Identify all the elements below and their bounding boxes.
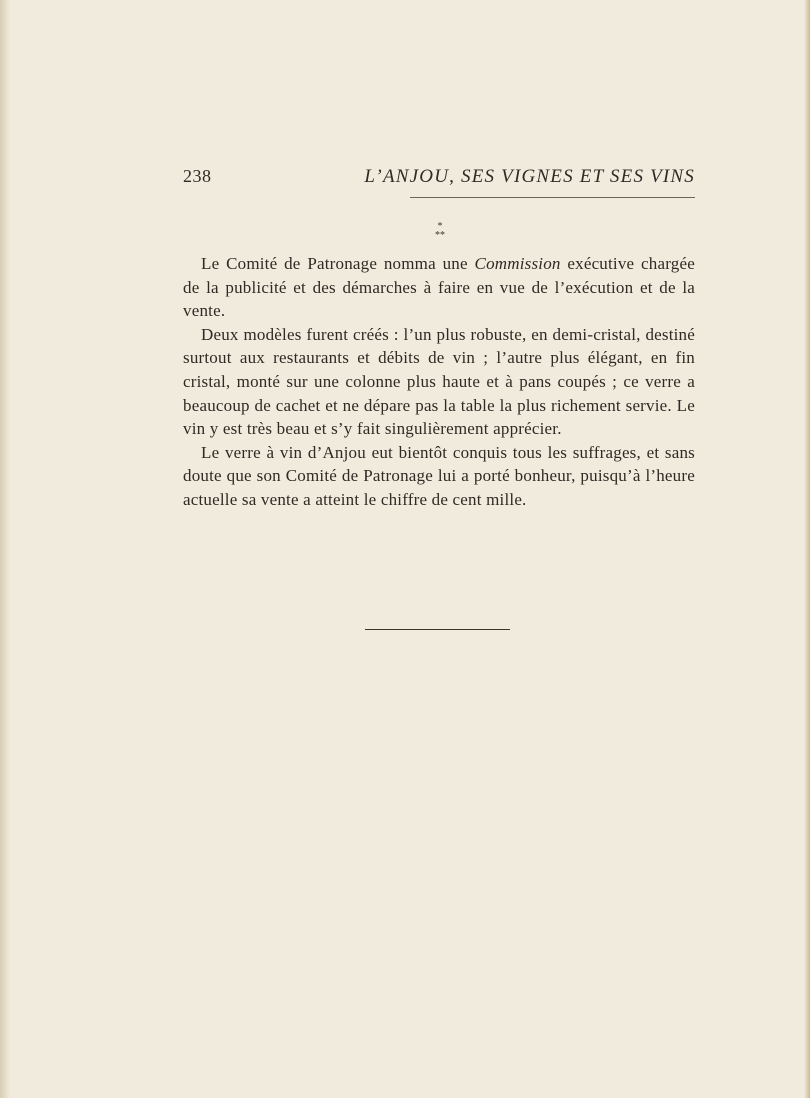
asterism-bottom: **	[435, 230, 445, 241]
asterism-top: *	[437, 221, 443, 232]
paragraph-1-start: Le Comité de Patronage nomma une	[201, 254, 475, 273]
closing-rule	[365, 629, 510, 630]
asterism-section-break	[425, 222, 455, 244]
paragraph-1	[183, 252, 695, 323]
paragraph-3: Le verre à vin d’Anjou eut bientôt conquis tous les suffrages, et sans doute que son Comité de Patronage lui a porté bonheur, puisqu’à l’heure actuelle sa vente a atteint le chiffre de cent mille.	[183, 442, 695, 509]
paragraph-2: Deux modèles furent créés : l’un plus robuste, en demi-cristal, destiné surtout aux restaurants et débits de vin ; l’autre plus élégant, en fin cristal, monté sur une colonne plus haute et à pans coupés ; ce verre a beaucoup de cachet et ne dépare pas la table la plus richement servie. Le vin y est très beau et s’y fait singulièrement apprécier.	[183, 324, 695, 439]
paragraph-1-end: exécutive chargée de la publicité et des démarches à faire en vue de l’exécution et de la vente.	[183, 254, 695, 321]
page-edge-left	[0, 0, 10, 1098]
page-number: 238	[183, 166, 212, 186]
header-rule	[410, 197, 695, 198]
page-edge-right	[804, 0, 810, 1098]
running-title: L’ANJOU, SES VIGNES ET SES VINS	[364, 166, 695, 187]
running-header	[183, 166, 695, 196]
body-text	[183, 252, 695, 512]
paragraph-1-emphasis: Commission	[474, 254, 561, 273]
